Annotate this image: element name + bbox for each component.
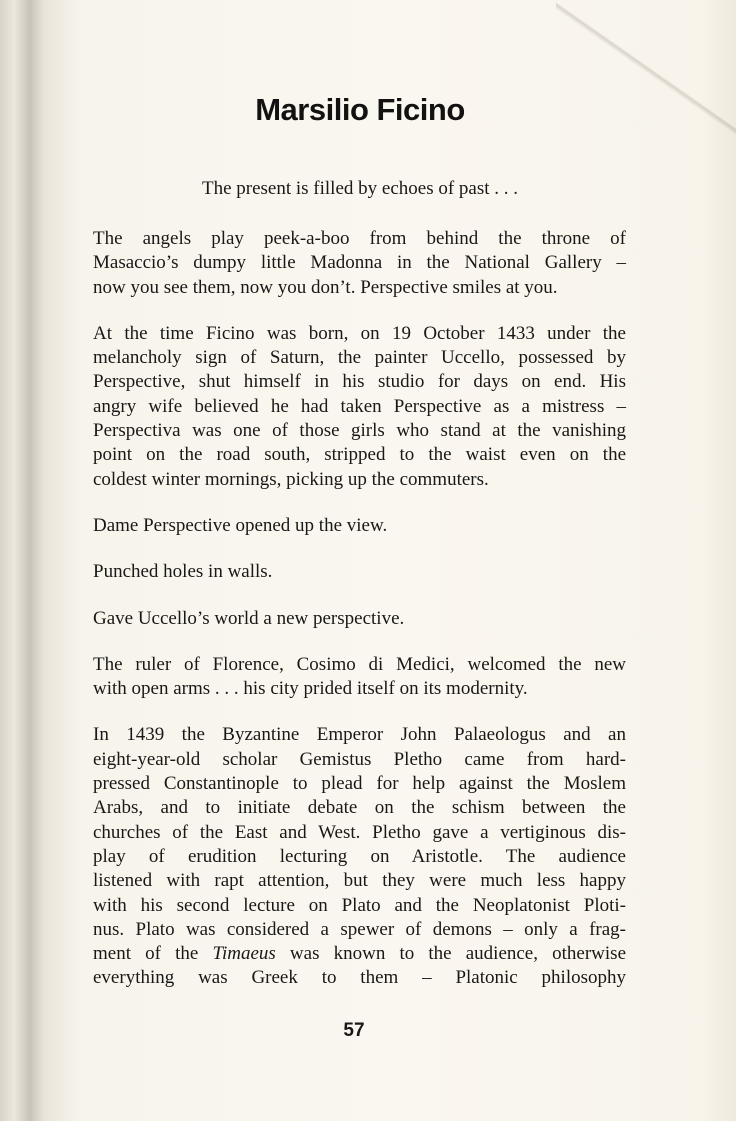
text-line: angry wife believed he had taken Perspective as a mistress – <box>93 395 626 417</box>
text-line: listened with rapt attention, but they were much less happy <box>93 870 626 892</box>
page-number: 57 <box>343 1020 365 1041</box>
text-line: pressed Constantinople to plead for help against the Moslem <box>93 773 626 795</box>
text-line: At the time Ficino was born, on 19 October 1433 under the <box>93 322 626 344</box>
text-line: eight-year-old scholar Gemistus Pletho came from hard- <box>93 748 626 770</box>
text-line: The ruler of Florence, Cosimo di Medici, welcomed the new <box>93 653 626 675</box>
paragraph <box>93 723 626 990</box>
paragraph <box>93 227 626 300</box>
epigraph: The present is filled by echoes of past . . . <box>201 178 519 199</box>
text-line: churches of the East and West. Pletho gave a vertiginous dis- <box>93 821 626 843</box>
text-line: with his second lecture on Plato and the Neoplatonist Ploti- <box>93 894 626 916</box>
paragraph <box>93 560 626 584</box>
text-line: everything was Greek to them – Platonic philosophy <box>93 967 626 989</box>
text-line: Perspective, shut himself in his studio for days on end. His <box>93 371 626 393</box>
chapter-title: Marsilio Ficino <box>255 92 465 127</box>
text-line: The angels play peek-a-boo from behind the throne of <box>93 228 626 249</box>
text-line: Perspectiva was one of those girls who stand at the vanishing <box>93 420 626 442</box>
paragraph <box>93 322 626 492</box>
text-line: coldest winter mornings, picking up the commuters. <box>93 468 489 490</box>
text-line: Punched holes in walls. <box>93 561 273 583</box>
text-line: point on the road south, stripped to the waist even on the <box>93 444 626 466</box>
text-line: Arabs, and to initiate debate on the schism between the <box>93 797 626 819</box>
text-line: with open arms . . . his city prided itself on its modernity. <box>93 678 528 700</box>
text-line: Masaccio’s dumpy little Madonna in the National Gallery – <box>93 252 626 274</box>
text-line: Dame Perspective opened up the view. <box>93 514 388 536</box>
paragraph <box>93 514 626 538</box>
text-line: Gave Uccello’s world a new perspective. <box>93 607 405 629</box>
body-text <box>93 227 626 1013</box>
text-line: play of erudition lecturing on Aristotle. The audience <box>93 845 626 867</box>
text-line: now you see them, now you don’t. Perspective smiles at you. <box>93 276 558 298</box>
italic-title: Timaeus <box>212 943 276 965</box>
paragraph <box>93 607 626 631</box>
text-line: melancholy sign of Saturn, the painter Uccello, possessed by <box>93 347 626 369</box>
paragraph <box>93 653 626 702</box>
text-line: In 1439 the Byzantine Emperor John Palaeologus and an <box>93 724 626 746</box>
text-line: ment of the Timaeus was known to the audience, otherwise <box>93 943 626 965</box>
text-line: nus. Plato was considered a spewer of demons – only a frag- <box>93 918 626 940</box>
